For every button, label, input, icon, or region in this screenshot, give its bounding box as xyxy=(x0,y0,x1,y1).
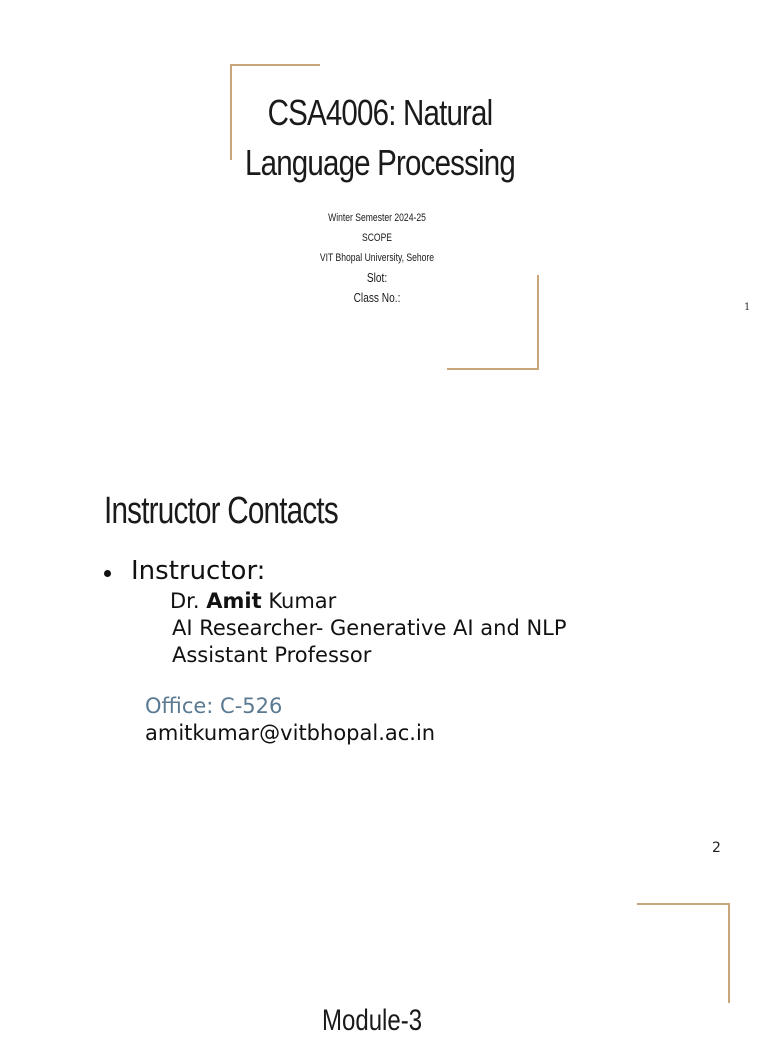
slide-heading: Instructor Contacts xyxy=(104,490,338,532)
instructor-slide xyxy=(0,440,768,880)
class-no-text: Class No.: xyxy=(353,290,401,305)
semester-text: Winter Semester 2024-25 xyxy=(328,212,426,224)
page-number: 1 xyxy=(744,302,751,313)
bullet-label: Instructor: xyxy=(131,556,266,586)
bullet-icon xyxy=(104,570,111,577)
name-bold: Amit xyxy=(206,589,262,613)
decorative-corner-bottom-right xyxy=(447,275,539,370)
slot-text: Slot: xyxy=(366,270,388,285)
instructor-details xyxy=(170,588,567,669)
decorative-corner-top-right xyxy=(637,903,730,1003)
name-prefix: Dr. xyxy=(170,589,200,613)
instructor-role: AI Researcher- Generative AI and NLP xyxy=(172,616,567,640)
office-text: Office: C-526 xyxy=(145,694,283,718)
page-number: 2 xyxy=(712,840,721,856)
module-title: Module-3 xyxy=(322,1004,423,1037)
name-suffix: Kumar xyxy=(268,589,337,613)
university-text: VIT Bhopal University, Sehore xyxy=(319,252,435,264)
school-text: SCOPE xyxy=(361,232,393,244)
title-slide xyxy=(0,0,768,420)
title-line-1: CSA4006: Natural xyxy=(267,92,493,133)
email-text: amitkumar@vitbhopal.ac.in xyxy=(145,721,436,745)
title-line-2: Language Processing xyxy=(244,142,515,183)
module-slide xyxy=(0,880,768,1037)
instructor-position: Assistant Professor xyxy=(172,643,372,667)
bullet-item xyxy=(104,556,265,586)
slide-title xyxy=(216,88,544,188)
instructor-name xyxy=(170,588,567,615)
